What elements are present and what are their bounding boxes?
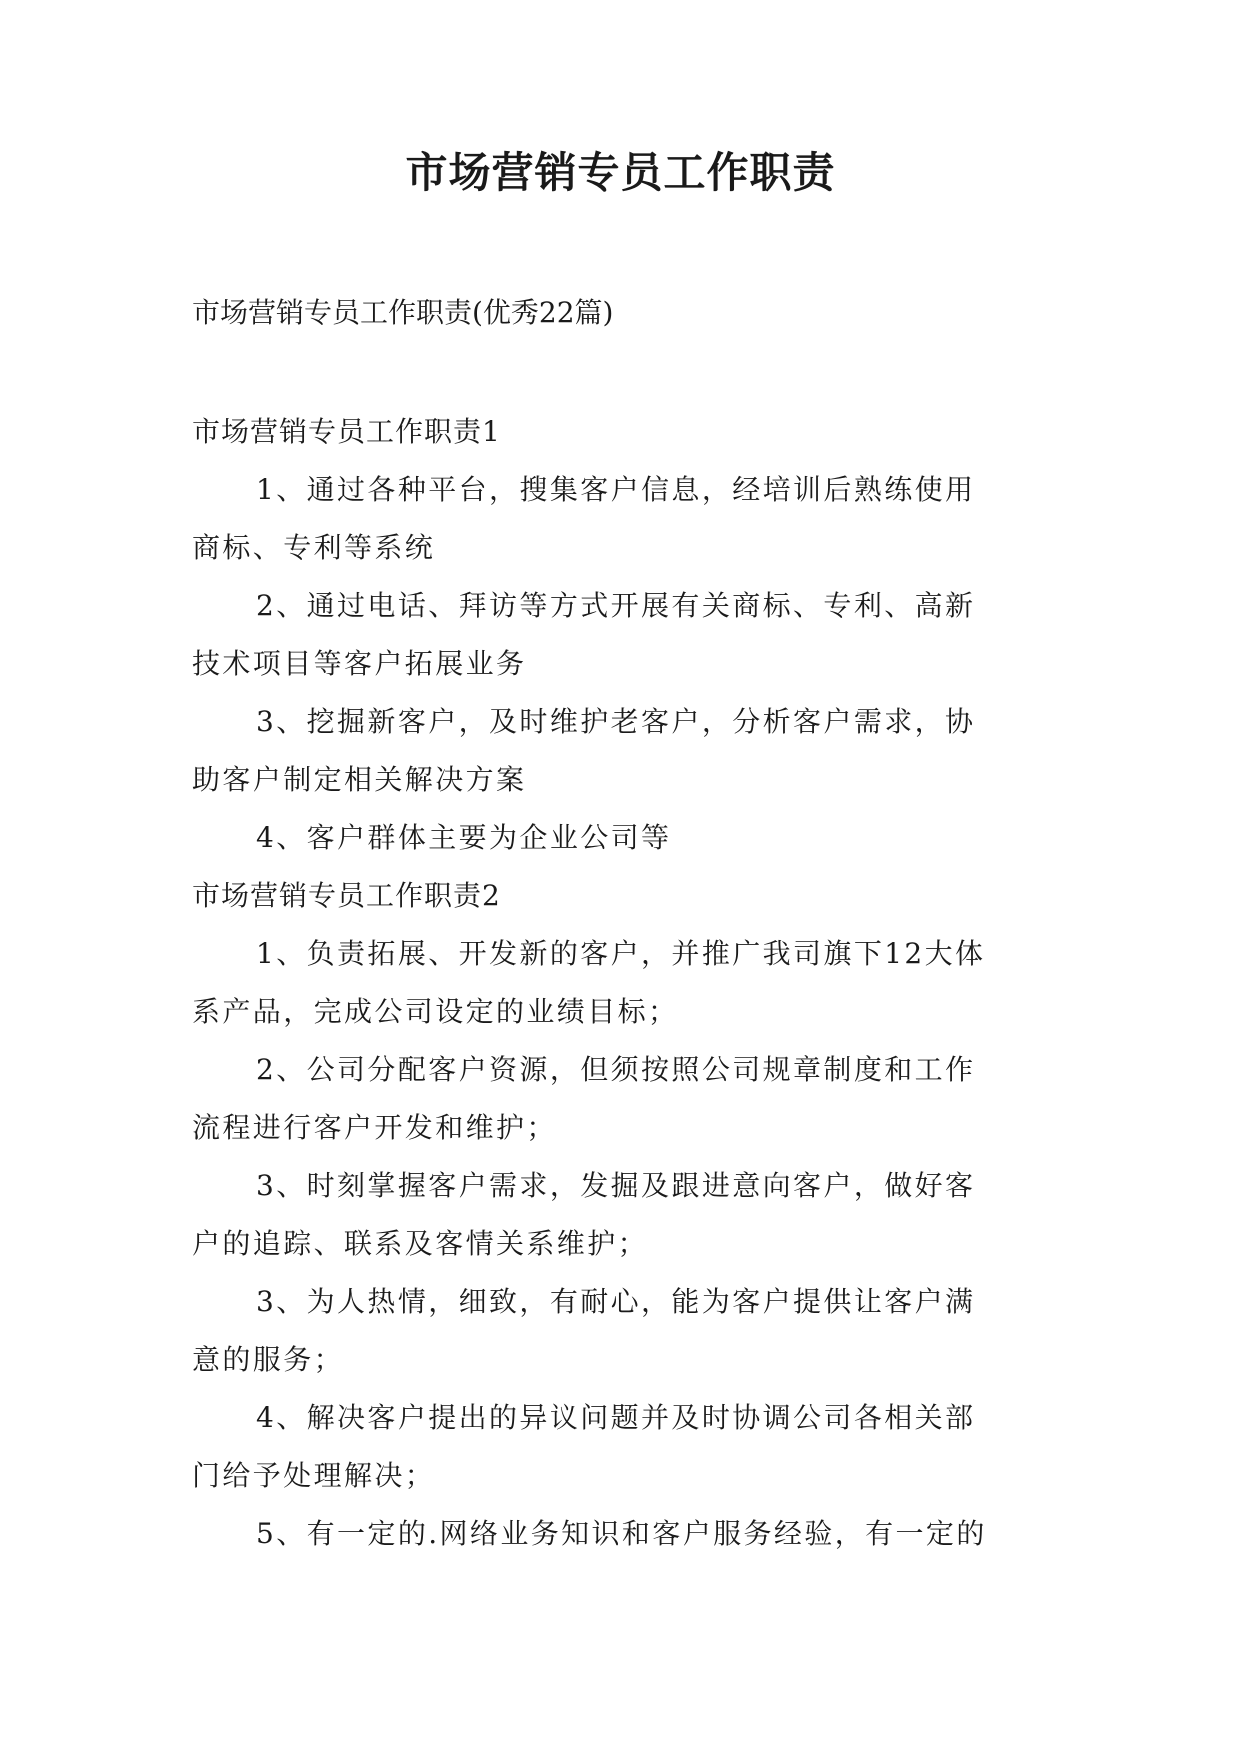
section-heading-1: 市场营销专员工作职责1 xyxy=(192,415,501,448)
paragraph-1-1: 1、通过各种平台，搜集客户信息，经培训后熟练使用 商标、专利等系统 xyxy=(192,473,976,564)
paragraph-2-4: 3、为人热情，细致，有耐心，能为客户提供让客户满 意的服务； xyxy=(192,1285,976,1376)
paragraph-2-3: 3、时刻掌握客户需求，发掘及跟进意向客户，做好客 户的追踪、联系及客情关系维护； xyxy=(192,1169,976,1260)
paragraph-2-1: 1、负责拓展、开发新的客户，并推广我司旗下12大体 系产品，完成公司设定的业绩目标； xyxy=(192,937,986,1028)
paragraph-2-2: 2、公司分配客户资源，但须按照公司规章制度和工作 流程进行客户开发和维护； xyxy=(192,1053,976,1144)
paragraph-1-2: 2、通过电话、拜访等方式开展有关商标、专利、高新 技术项目等客户拓展业务 xyxy=(192,589,976,680)
document-subtitle: 市场营销专员工作职责(优秀22篇) xyxy=(192,296,614,329)
document-title: 市场营销专员工作职责 xyxy=(405,148,836,197)
paragraph-2-6: 5、有一定的.网络业务知识和客户服务经验，有一定的 xyxy=(256,1517,987,1550)
paragraph-1-4: 4、客户群体主要为企业公司等 xyxy=(256,821,672,854)
document-body xyxy=(192,403,1050,1563)
paragraph-2-5: 4、解决客户提出的异议问题并及时协调公司各相关部 门给予处理解决； xyxy=(192,1401,976,1492)
section-heading-2: 市场营销专员工作职责2 xyxy=(192,879,501,912)
paragraph-1-3: 3、挖掘新客户，及时维护老客户，分析客户需求，协 助客户制定相关解决方案 xyxy=(192,705,976,796)
